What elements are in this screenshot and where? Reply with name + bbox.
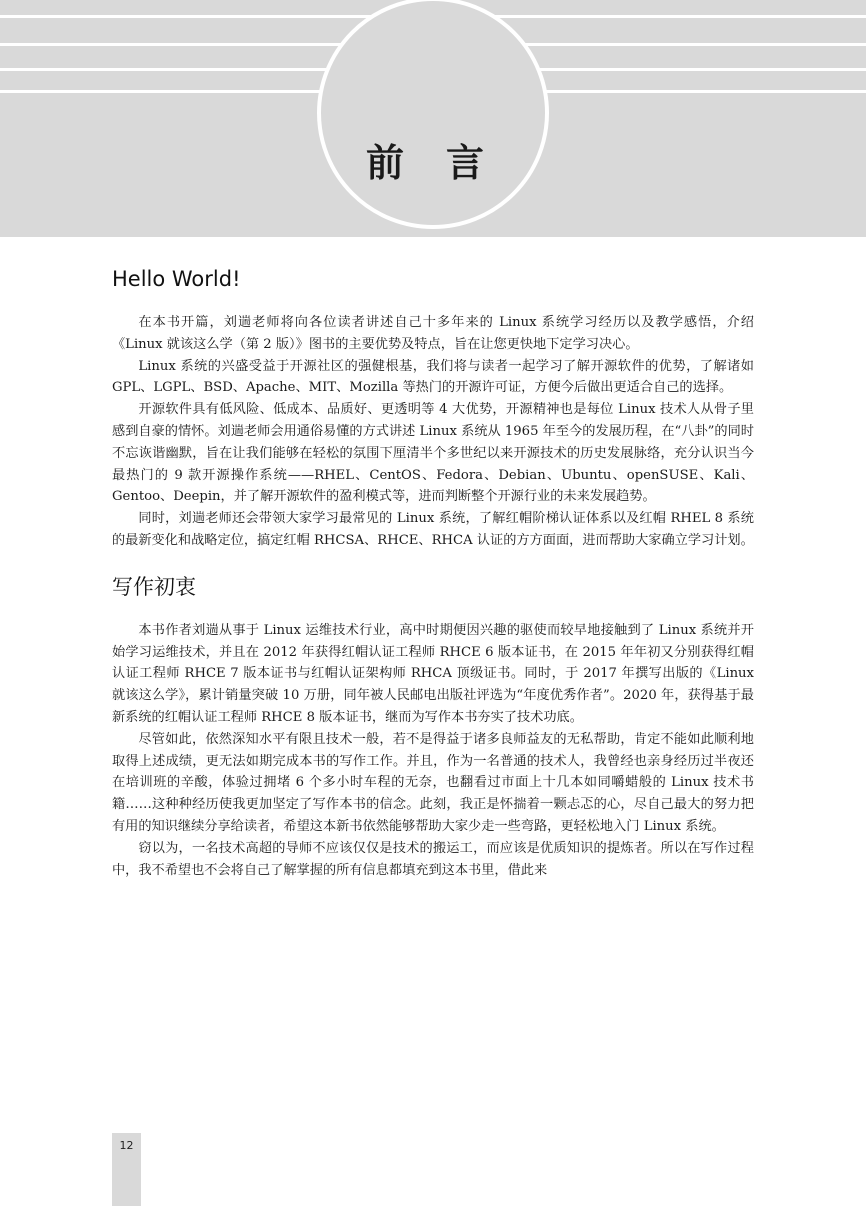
- page-number: 12: [119, 1139, 134, 1152]
- section-heading-hello-world: Hello World!: [112, 267, 241, 291]
- page-content: [112, 262, 754, 881]
- paragraph: 开源软件具有低风险、低成本、品质好、更透明等 4 大优势，开源精神也是每位 Linux 技术人从骨子里感到自豪的情怀。刘遄老师会用通俗易懂的方式讲述 Linux 系统从 1965 年至今的发展历程，在“八卦”的同时不忘诙谐幽默，旨在让我们能够在轻松的氛围下厘清半个多世纪以来开源技术的历史发展脉络，充分认识当今最热门的 9 款开源操作系统——RHEL、CentOS、Fedora、Debian、Ubuntu、openSUSE、Kali、Gentoo、Deepin，并了解开源软件的盈利模式等，进而判断整个开源行业的未来发展趋势。: [112, 402, 754, 505]
- paragraph: 本书作者刘遄从事于 Linux 运维技术行业，高中时期便因兴趣的驱使而较早地接触到了 Linux 系统并开始学习运维技术，并且在 2012 年获得红帽认证工程师 RHCE 6 版本证书，在 2015 年年初又分别获得红帽认证工程师 RHCE 7 版本证书与红帽认证架构师 RHCA 顶级证书。同时，于 2017 年撰写出版的《Linux 就该这么学》，累计销量突破 10 万册，同年被人民邮电出版社评选为“年度优秀作者”。2020 年，获得基于最新系统的红帽认证工程师 RHCE 8 版本证书，继而为写作本书夯实了技术功底。: [112, 622, 754, 725]
- chapter-banner: [0, 0, 866, 237]
- chapter-title: 前言: [366, 141, 527, 185]
- section-heading-writing-motivation: 写作初衷: [112, 574, 196, 599]
- paragraph: 尽管如此，依然深知水平有限且技术一般，若不是得益于诸多良师益友的无私帮助，肯定不能如此顺利地取得上述成绩，更无法如期完成本书的写作工作。并且，作为一名普通的技术人，我曾经也亲身经历过半夜还在培训班的辛酸，体验过拥堵 6 个多小时车程的无奈，也翻看过市面上十几本如同嚼蜡般的 Linux 技术书籍……这种种经历使我更加坚定了写作本书的信念。此刻，我正是怀揣着一颗忐忑的心，尽自己最大的努力把有用的知识继续分享给读者，希望这本新书依然能够帮助大家少走一些弯路，更轻松地入门 Linux 系统。: [112, 731, 754, 834]
- paragraph: 同时，刘遄老师还会带领大家学习最常见的 Linux 系统，了解红帽阶梯认证体系以及红帽 RHEL 8 系统的最新变化和战略定位，搞定红帽 RHCSA、RHCE、RHCA 认证的方方面面，进而帮助大家确立学习计划。: [112, 511, 754, 548]
- paragraph: 在本书开篇，刘遄老师将向各位读者讲述自己十多年来的 Linux 系统学习经历以及教学感悟，介绍《Linux 就该这么学（第 2 版）》图书的主要优势及特点，旨在让您更快地下定学习决心。: [112, 315, 754, 352]
- paragraph: 窃以为，一名技术高超的导师不应该仅仅是技术的搬运工，而应该是优质知识的提炼者。所以在写作过程中，我不希望也不会将自己了解掌握的所有信息都填充到这本书里，借此来: [112, 840, 754, 878]
- paragraph: Linux 系统的兴盛受益于开源社区的强健根基，我们将与读者一起学习了解开源软件的优势，了解诸如 GPL、LGPL、BSD、Apache、MIT、Mozilla 等热门的开源许可证，方便今后做出更适合自己的选择。: [112, 358, 754, 396]
- banner-circle: [0, 0, 866, 237]
- page-number-tab: [112, 1133, 141, 1206]
